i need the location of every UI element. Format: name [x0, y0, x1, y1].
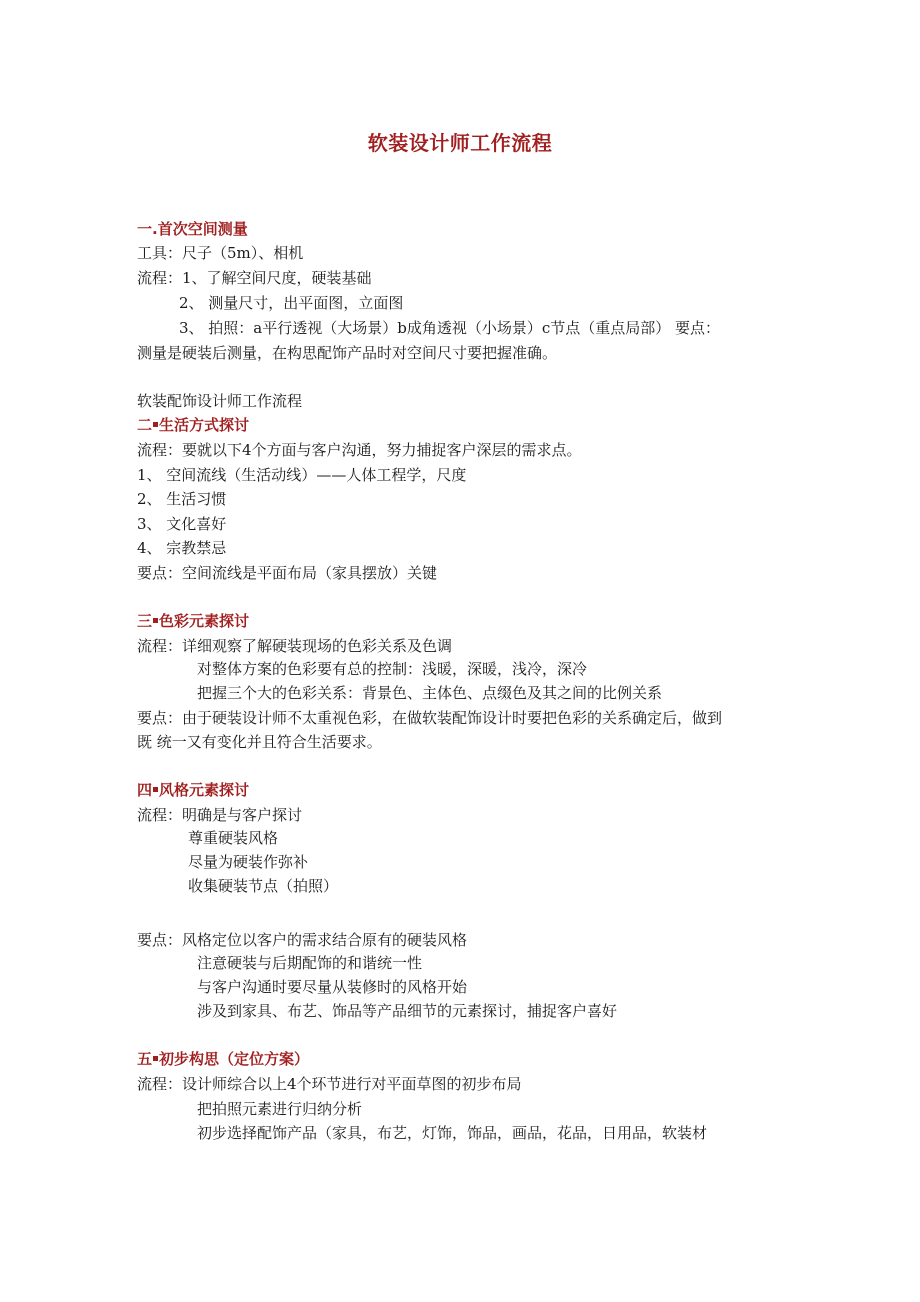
s2-item-4: 4、 宗教禁忌 — [137, 539, 227, 557]
section-1-heading: 一.首次空间测量 — [137, 220, 248, 238]
s1-tools-line: 工具：尺子（5m）、相机 — [137, 244, 304, 262]
section-2-title: 生活方式探讨 — [159, 416, 250, 434]
document-title: 软装设计师工作流程 — [367, 131, 553, 155]
s4-keypoint-line-4: 涉及到家具、布艺、饰品等产品细节的元素探讨，捕捉客户喜好 — [197, 1002, 618, 1020]
section-4-number: 四 — [137, 781, 153, 799]
subtitle-line: 软装配饰设计师工作流程 — [137, 392, 303, 410]
s3-process-line-2: 对整体方案的色彩要有总的控制：浅暖，深暖，浅冷，深冷 — [197, 660, 588, 678]
s2-process-line: 流程：要就以下4个方面与客户沟通，努力捕捉客户深层的需求点。 — [137, 441, 582, 459]
s1-keypoint-line: 测量是硬装后测量，在构思配饰产品时对空间尺寸要把握准确。 — [137, 344, 558, 362]
s1-process-line-1: 流程：1、了解空间尺度，硬装基础 — [137, 269, 372, 287]
s2-item-1: 1、 空间流线（生活动线）——人体工程学，尺度 — [137, 466, 467, 484]
square-bullet-icon — [153, 1056, 158, 1061]
square-bullet-icon — [153, 422, 158, 427]
section-3-number: 三 — [137, 612, 153, 630]
s2-item-3: 3、 文化喜好 — [137, 515, 227, 533]
s4-process-line-1: 流程：明确是与客户探讨 — [137, 806, 303, 824]
s4-keypoint-line-3: 与客户沟通时要尽量从装修时的风格开始 — [197, 978, 468, 996]
section-4-heading — [137, 780, 249, 800]
s3-keypoint-line-1: 要点：由于硬装设计师不太重视色彩，在做软装配饰设计时要把色彩的关系确定后，做到 — [137, 709, 723, 727]
square-bullet-icon — [153, 787, 158, 792]
section-3-title: 色彩元素探讨 — [159, 612, 250, 630]
s2-item-2: 2、 生活习惯 — [137, 490, 227, 508]
section-2-heading — [137, 415, 249, 435]
section-5-heading — [137, 1049, 309, 1069]
section-4-title: 风格元素探讨 — [159, 781, 250, 799]
s2-keypoint-line: 要点：空间流线是平面布局（家具摆放）关键 — [137, 564, 438, 582]
s3-keypoint-line-2: 既 统一又有变化并且符合生活要求。 — [137, 733, 382, 751]
square-bullet-icon — [153, 618, 158, 623]
s4-process-line-4: 收集硬装节点（拍照） — [188, 877, 339, 895]
section-3-heading — [137, 611, 249, 631]
s5-process-line-1: 流程：设计师综合以上4个环节进行对平面草图的初步布局 — [137, 1075, 522, 1093]
s5-process-line-2: 把拍照元素进行归纳分析 — [197, 1100, 363, 1118]
s3-process-line-1: 流程：详细观察了解硬装现场的色彩关系及色调 — [137, 637, 453, 655]
s4-process-line-3: 尽量为硬装作弥补 — [188, 853, 309, 871]
s4-keypoint-line-2: 注意硬装与后期配饰的和谐统一性 — [197, 954, 423, 972]
section-2-number: 二 — [137, 416, 153, 434]
s3-process-line-3: 把握三个大的色彩关系：背景色、主体色、点缀色及其之间的比例关系 — [197, 684, 663, 702]
s1-process-line-2: 2、 测量尺寸，出平面图，立面图 — [179, 294, 404, 312]
s4-keypoint-line-1: 要点：风格定位以客户的需求结合原有的硬装风格 — [137, 931, 468, 949]
section-5-number: 五 — [137, 1050, 153, 1068]
section-5-title: 初步构思（定位方案） — [159, 1050, 310, 1068]
s4-process-line-2: 尊重硬装风格 — [188, 829, 279, 847]
s5-process-line-3: 初步选择配饰产品（家具，布艺，灯饰，饰品，画品，花品，日用品，软装材 — [197, 1124, 708, 1142]
s1-process-line-3: 3、 拍照：a平行透视（大场景）b成角透视（小场景）c节点（重点局部） 要点： — [179, 319, 721, 337]
